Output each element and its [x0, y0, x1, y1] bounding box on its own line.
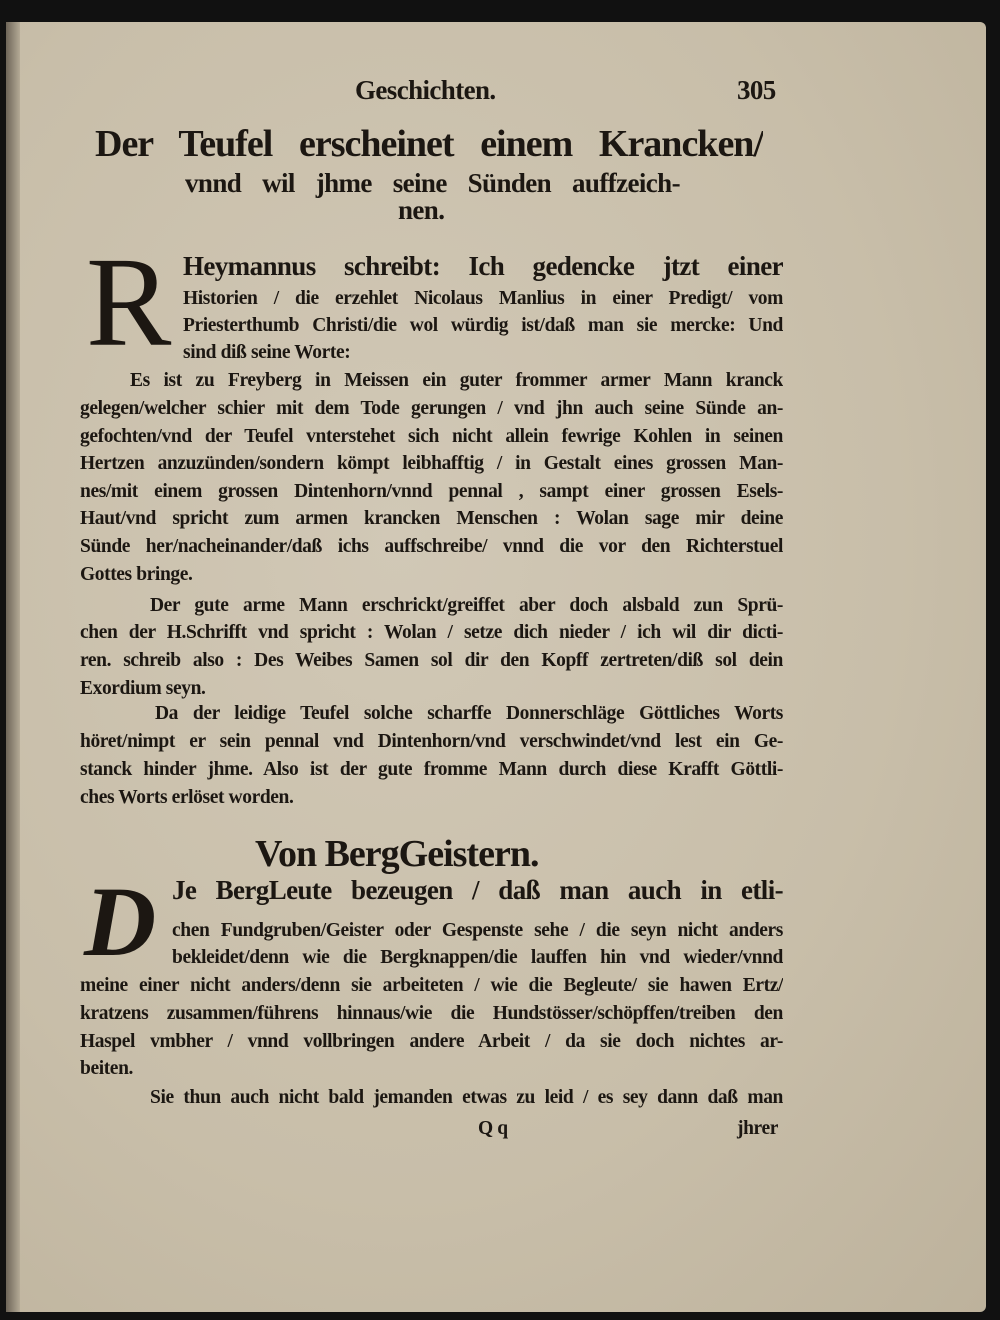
drop-cap-r: R	[86, 231, 172, 373]
text-line: Exordium seyn.	[80, 678, 206, 699]
text-line: Es ist zu Freyberg in Meissen ein guter frommer armer Mann kranck	[130, 370, 783, 391]
text-line: chen der H.Schrifft vnd spricht : Wolan / setze dich nieder / ich wil dir dicti-	[80, 622, 783, 643]
text-line: Der gute arme Mann erschrickt/greiffet aber doch alsbald zun Sprü-	[150, 595, 783, 616]
text-line: gelegen/welcher schier mit dem Tode gerungen / vnd jhn auch seine Sünde an-	[80, 398, 783, 419]
catchword: jhrer	[737, 1118, 778, 1139]
text-line: Sünde her/nacheinander/daß ichs auffschreibe/ vnnd die vor den Richterstuel	[80, 536, 783, 557]
text-line: gefochten/vnd der Teufel vnterstehet sich nicht allein fewrige Kohlen in seinen	[80, 426, 783, 447]
page-gutter	[6, 22, 20, 1312]
text-line: meine einer nicht anders/denn sie arbeiteten / wie die Begleute/ sie hawen Ertz/	[80, 975, 783, 996]
chapter-title-line: nen.	[398, 195, 445, 225]
text-line: nes/mit einem grossen Dintenhorn/vnnd pennal , sampt einer grossen Esels-	[80, 481, 783, 502]
text-line: Priesterthumb Christi/die wol würdig ist/daß man sie mercke: Und	[183, 315, 783, 336]
text-line: stanck hinder jhme. Also ist der gute fromme Mann durch diese Krafft Göttli-	[80, 759, 783, 780]
text-line: Da der leidige Teufel solche scharffe Donnerschläge Göttliches Worts	[155, 703, 783, 724]
text-line: kratzens zusammen/führens hinnaus/wie die Hundstösser/schöpffen/treiben den	[80, 1003, 783, 1024]
section-heading: Von BergGeistern.	[255, 833, 539, 875]
text-line: ren. schreib also : Des Weibes Samen sol dir den Kopff zertreten/diß sol dein	[80, 650, 783, 671]
text-line: Haspel vmbher / vnnd vollbringen andere Arbeit / da sie doch nichtes ar-	[80, 1031, 783, 1052]
text-line: Sie thun auch nicht bald jemanden etwas zu leid / es sey dann daß man	[150, 1087, 783, 1108]
text-line: beiten.	[80, 1058, 133, 1079]
text-line: höret/nimpt er sein pennal vnd Dintenhorn/vnd verschwindet/vnd lest ein Ge-	[80, 731, 783, 752]
text-line: bekleidet/denn wie die Bergknappen/die lauffen hin vnd wieder/vnnd	[172, 947, 783, 968]
signature-mark: Q q	[478, 1118, 508, 1139]
text-line: Gottes bringe.	[80, 564, 193, 585]
running-title: Geschichten.	[355, 75, 496, 105]
text-line: Historien / die erzehlet Nicolaus Manlius in einer Predigt/ vom	[183, 288, 783, 309]
text-line: sind diß seine Worte:	[183, 342, 351, 363]
text-line: Heymannus schreibt: Ich gedencke jtzt einer	[183, 251, 783, 281]
ornamental-drop-cap-d: D	[84, 866, 157, 977]
text-line: Haut/vnd spricht zum armen krancken Menschen : Wolan sage mir deine	[80, 508, 783, 529]
chapter-title-line: Der Teufel erscheinet einem Krancken/	[95, 123, 763, 165]
text-line: ches Worts erlöset worden.	[80, 787, 294, 808]
text-line: Hertzen anzuzünden/sondern kömpt leibhafftig / in Gestalt eines grossen Man-	[80, 453, 783, 474]
text-line: chen Fundgruben/Geister oder Gespenste sehe / die seyn nicht anders	[172, 920, 783, 941]
text-line: Je BergLeute bezeugen / daß man auch in etli-	[172, 875, 783, 905]
page-number: 305	[737, 75, 776, 105]
chapter-title-line: vnnd wil jhme seine Sünden auffzeich-	[185, 168, 680, 198]
